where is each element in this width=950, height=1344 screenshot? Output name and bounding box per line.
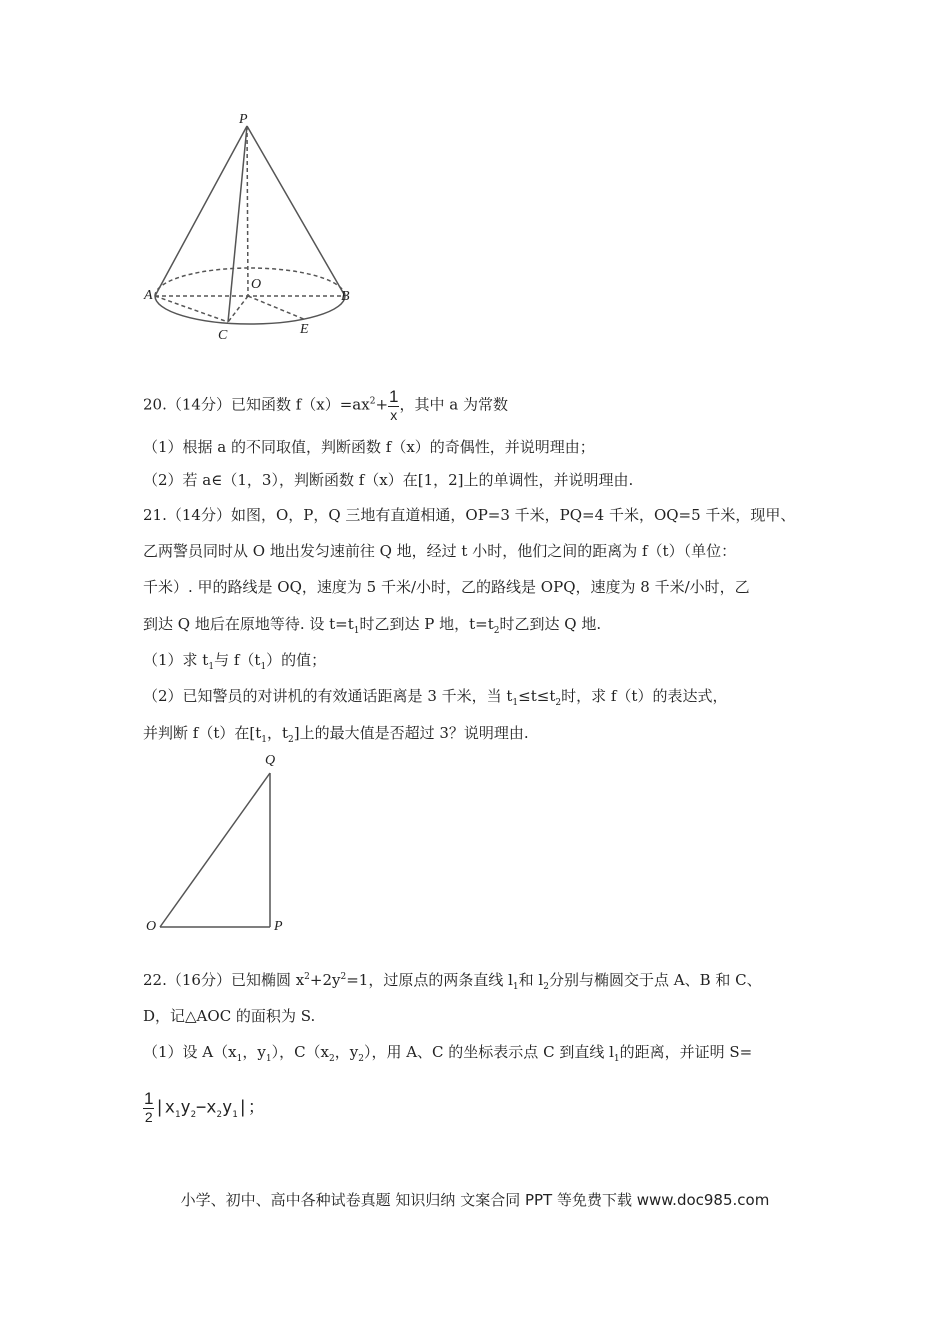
q21-part2: （2）已知警员的对讲机的有效通话距离是 3 千米，当 $t_1\le t\le t_2$时，求 f（t）的表达式， — [143, 687, 728, 708]
q22-area-formula: $\frac{1}{2}$ $|x_1y_2-x_2y_1|$； — [144, 1089, 265, 1125]
cone-label-e: E — [300, 322, 309, 337]
cone-segment-OC — [228, 296, 248, 322]
q22-line1: 22.（16分）已知椭圆 $x^2+2y^2=1$，过原点的两条直线 $l_1$和 $l_2$分别与椭圆交于点 A、B 和 C、 — [143, 971, 762, 992]
q20-fraction: $\frac{1}{x}$ — [389, 387, 399, 423]
cone-label-a: A — [144, 288, 153, 303]
cone-base-front-arc — [155, 296, 345, 324]
q21-part1: （1）求 $t_1$与 $f(t_1)$的值； — [143, 651, 327, 672]
q21-part2-cont: 并判断 f（t）在[$t_1$，$t_2$]上的最大值是否超过 3？说明理由. — [143, 724, 529, 745]
triangle-edge-OQ — [160, 773, 270, 927]
cone-label-c: C — [218, 328, 228, 343]
cone-segment-OE — [248, 296, 306, 320]
cone-axis-PO — [247, 126, 248, 296]
q21-line2: 乙两警员同时从 O 地出发匀速前往 Q 地，经过 t 小时，他们之间的距离为 f（t）（单位： — [143, 542, 737, 560]
q20-part2: （2）若 a∈（1，3），判断函数 f（x）在[1，2]上的单调性，并说明理由. — [143, 471, 634, 489]
q22-line2: D，记△AOC 的面积为 S. — [143, 1007, 316, 1025]
triangle-label-q: Q — [265, 753, 276, 768]
cone-base-back-arc — [155, 268, 345, 296]
triangle-label-o: O — [146, 919, 157, 934]
q21-line3: 千米）. 甲的路线是 OQ，速度为 5 千米/小时，乙的路线是 OPQ，速度为 8 千米/小时，乙 — [143, 578, 750, 596]
cone-figure — [140, 110, 370, 350]
q21-line4: 到达 Q 地后在原地等待. 设 $t=t_1$时乙到达 P 地，$t=t_2$时乙到达 Q 地. — [143, 615, 602, 636]
q20-title: 20.（14分）已知函数 $f(x)=ax^2+$ $\frac{1}{x}$ ，其中 a 为常数 — [143, 387, 508, 423]
cone-label-b: B — [341, 289, 350, 304]
cone-label-o: O — [251, 277, 262, 292]
q21-line1: 21.（14分）如图，O，P，Q 三地有直道相通，OP=3 千米，PQ=4 千米，OQ=5 千米，现甲、 — [143, 506, 796, 524]
cone-label-p: P — [239, 112, 248, 127]
page-footer: 小学、初中、高中各种试卷真题 知识归纳 文案合同 PPT 等免费下载 www.doc985.com — [180, 1191, 770, 1209]
q20-part1: （1）根据 a 的不同取值，判断函数 f（x）的奇偶性，并说明理由； — [143, 438, 595, 456]
formula-half-fraction: $\frac{1}{2}$ — [144, 1089, 154, 1125]
triangle-label-p: P — [274, 919, 283, 934]
q22-part1: （1）设 $A(x_1$，$y_1$），$C(x_2$，$y_2$），用 A、C 的坐标表示点 C 到直线 $l_1$的距离，并证明 S= — [143, 1043, 753, 1064]
triangle-figure — [150, 765, 280, 935]
cone-edge-PB — [247, 126, 345, 296]
